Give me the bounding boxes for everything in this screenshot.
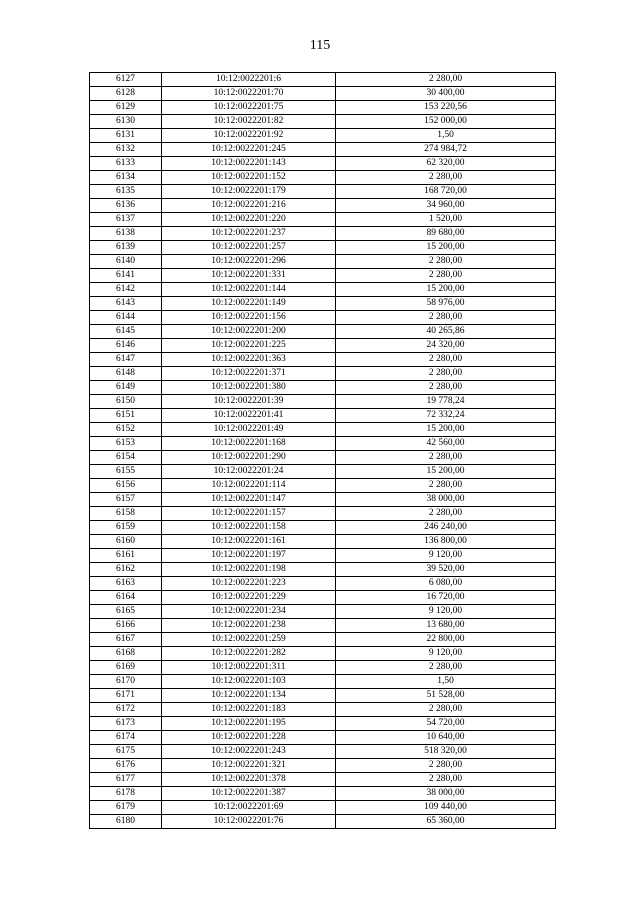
amount-cell: 72 332,24 <box>336 409 556 423</box>
row-number-cell: 6173 <box>90 717 162 731</box>
amount-cell: 54 720,00 <box>336 717 556 731</box>
amount-cell: 109 440,00 <box>336 801 556 815</box>
table-row <box>90 143 556 157</box>
table-row <box>90 773 556 787</box>
amount-cell: 2 280,00 <box>336 451 556 465</box>
amount-cell: 274 984,72 <box>336 143 556 157</box>
cadastral-number-cell: 10:12:0022201:311 <box>162 661 336 675</box>
amount-cell: 246 240,00 <box>336 521 556 535</box>
table-row <box>90 171 556 185</box>
table-row <box>90 87 556 101</box>
amount-cell: 6 080,00 <box>336 577 556 591</box>
amount-cell: 10 640,00 <box>336 731 556 745</box>
cadastral-number-cell: 10:12:0022201:259 <box>162 633 336 647</box>
row-number-cell: 6178 <box>90 787 162 801</box>
table-row <box>90 73 556 87</box>
cadastral-number-cell: 10:12:0022201:378 <box>162 773 336 787</box>
table-row <box>90 423 556 437</box>
amount-cell: 2 280,00 <box>336 171 556 185</box>
cadastral-number-cell: 10:12:0022201:168 <box>162 437 336 451</box>
row-number-cell: 6131 <box>90 129 162 143</box>
amount-cell: 15 200,00 <box>336 241 556 255</box>
row-number-cell: 6146 <box>90 339 162 353</box>
cadastral-number-cell: 10:12:0022201:198 <box>162 563 336 577</box>
cadastral-number-cell: 10:12:0022201:282 <box>162 647 336 661</box>
row-number-cell: 6179 <box>90 801 162 815</box>
amount-cell: 38 000,00 <box>336 787 556 801</box>
row-number-cell: 6175 <box>90 745 162 759</box>
cadastral-number-cell: 10:12:0022201:69 <box>162 801 336 815</box>
cadastral-number-cell: 10:12:0022201:70 <box>162 87 336 101</box>
row-number-cell: 6161 <box>90 549 162 563</box>
table-row <box>90 115 556 129</box>
table-row <box>90 689 556 703</box>
table-row <box>90 283 556 297</box>
table-row <box>90 801 556 815</box>
amount-cell: 1,50 <box>336 675 556 689</box>
amount-cell: 2 280,00 <box>336 773 556 787</box>
table-row <box>90 563 556 577</box>
row-number-cell: 6172 <box>90 703 162 717</box>
row-number-cell: 6177 <box>90 773 162 787</box>
row-number-cell: 6139 <box>90 241 162 255</box>
table-row <box>90 311 556 325</box>
amount-cell: 19 778,24 <box>336 395 556 409</box>
row-number-cell: 6143 <box>90 297 162 311</box>
row-number-cell: 6163 <box>90 577 162 591</box>
cadastral-number-cell: 10:12:0022201:149 <box>162 297 336 311</box>
cadastral-number-cell: 10:12:0022201:195 <box>162 717 336 731</box>
cadastral-number-cell: 10:12:0022201:363 <box>162 353 336 367</box>
cadastral-number-cell: 10:12:0022201:161 <box>162 535 336 549</box>
amount-cell: 2 280,00 <box>336 269 556 283</box>
amount-cell: 2 280,00 <box>336 703 556 717</box>
amount-cell: 34 960,00 <box>336 199 556 213</box>
cadastral-number-cell: 10:12:0022201:147 <box>162 493 336 507</box>
amount-cell: 2 280,00 <box>336 479 556 493</box>
cadastral-number-cell: 10:12:0022201:234 <box>162 605 336 619</box>
cadastral-number-cell: 10:12:0022201:49 <box>162 423 336 437</box>
cadastral-number-cell: 10:12:0022201:158 <box>162 521 336 535</box>
amount-cell: 2 280,00 <box>336 367 556 381</box>
cadastral-number-cell: 10:12:0022201:290 <box>162 451 336 465</box>
table-row <box>90 703 556 717</box>
cadastral-number-cell: 10:12:0022201:380 <box>162 381 336 395</box>
table-row <box>90 591 556 605</box>
amount-cell: 13 680,00 <box>336 619 556 633</box>
cadastral-number-cell: 10:12:0022201:76 <box>162 815 336 829</box>
table-row <box>90 787 556 801</box>
cadastral-number-cell: 10:12:0022201:296 <box>162 255 336 269</box>
amount-cell: 38 000,00 <box>336 493 556 507</box>
amount-cell: 2 280,00 <box>336 73 556 87</box>
table-row <box>90 745 556 759</box>
table-row <box>90 353 556 367</box>
table-row <box>90 605 556 619</box>
row-number-cell: 6136 <box>90 199 162 213</box>
row-number-cell: 6153 <box>90 437 162 451</box>
cadastral-number-cell: 10:12:0022201:220 <box>162 213 336 227</box>
cadastral-number-cell: 10:12:0022201:134 <box>162 689 336 703</box>
cadastral-number-cell: 10:12:0022201:179 <box>162 185 336 199</box>
table-row <box>90 101 556 115</box>
row-number-cell: 6166 <box>90 619 162 633</box>
row-number-cell: 6159 <box>90 521 162 535</box>
cadastral-number-cell: 10:12:0022201:238 <box>162 619 336 633</box>
row-number-cell: 6164 <box>90 591 162 605</box>
cadastral-number-cell: 10:12:0022201:216 <box>162 199 336 213</box>
amount-cell: 518 320,00 <box>336 745 556 759</box>
amount-cell: 58 976,00 <box>336 297 556 311</box>
amount-cell: 153 220,56 <box>336 101 556 115</box>
row-number-cell: 6147 <box>90 353 162 367</box>
table-row <box>90 815 556 829</box>
row-number-cell: 6133 <box>90 157 162 171</box>
amount-cell: 2 280,00 <box>336 311 556 325</box>
amount-cell: 168 720,00 <box>336 185 556 199</box>
amount-cell: 136 800,00 <box>336 535 556 549</box>
row-number-cell: 6152 <box>90 423 162 437</box>
table-row <box>90 297 556 311</box>
amount-cell: 62 320,00 <box>336 157 556 171</box>
cadastral-number-cell: 10:12:0022201:257 <box>162 241 336 255</box>
table-row <box>90 619 556 633</box>
table-row <box>90 479 556 493</box>
amount-cell: 51 528,00 <box>336 689 556 703</box>
table-row <box>90 367 556 381</box>
cadastral-number-cell: 10:12:0022201:39 <box>162 395 336 409</box>
amount-cell: 1,50 <box>336 129 556 143</box>
cadastral-number-cell: 10:12:0022201:41 <box>162 409 336 423</box>
amount-cell: 65 360,00 <box>336 815 556 829</box>
cadastral-number-cell: 10:12:0022201:197 <box>162 549 336 563</box>
cadastral-number-cell: 10:12:0022201:157 <box>162 507 336 521</box>
row-number-cell: 6135 <box>90 185 162 199</box>
amount-cell: 2 280,00 <box>336 353 556 367</box>
table-row <box>90 227 556 241</box>
cadastral-number-cell: 10:12:0022201:371 <box>162 367 336 381</box>
table-row <box>90 437 556 451</box>
table-row <box>90 535 556 549</box>
table-row <box>90 647 556 661</box>
table-row <box>90 731 556 745</box>
row-number-cell: 6168 <box>90 647 162 661</box>
table-row <box>90 661 556 675</box>
amount-cell: 2 280,00 <box>336 759 556 773</box>
row-number-cell: 6149 <box>90 381 162 395</box>
row-number-cell: 6171 <box>90 689 162 703</box>
row-number-cell: 6142 <box>90 283 162 297</box>
row-number-cell: 6130 <box>90 115 162 129</box>
table-row <box>90 269 556 283</box>
row-number-cell: 6180 <box>90 815 162 829</box>
amount-cell: 24 320,00 <box>336 339 556 353</box>
row-number-cell: 6174 <box>90 731 162 745</box>
row-number-cell: 6150 <box>90 395 162 409</box>
row-number-cell: 6156 <box>90 479 162 493</box>
row-number-cell: 6165 <box>90 605 162 619</box>
row-number-cell: 6176 <box>90 759 162 773</box>
amount-cell: 16 720,00 <box>336 591 556 605</box>
amount-cell: 9 120,00 <box>336 647 556 661</box>
row-number-cell: 6160 <box>90 535 162 549</box>
table-body <box>90 73 556 829</box>
cadastral-number-cell: 10:12:0022201:6 <box>162 73 336 87</box>
amount-cell: 1 520,00 <box>336 213 556 227</box>
amount-cell: 2 280,00 <box>336 661 556 675</box>
cadastral-number-cell: 10:12:0022201:156 <box>162 311 336 325</box>
amount-cell: 40 265,86 <box>336 325 556 339</box>
cadastral-number-cell: 10:12:0022201:321 <box>162 759 336 773</box>
row-number-cell: 6155 <box>90 465 162 479</box>
amount-cell: 89 680,00 <box>336 227 556 241</box>
row-number-cell: 6129 <box>90 101 162 115</box>
amount-cell: 39 520,00 <box>336 563 556 577</box>
row-number-cell: 6151 <box>90 409 162 423</box>
row-number-cell: 6157 <box>90 493 162 507</box>
cadastral-number-cell: 10:12:0022201:143 <box>162 157 336 171</box>
table-row <box>90 577 556 591</box>
cadastral-number-cell: 10:12:0022201:237 <box>162 227 336 241</box>
cadastral-number-cell: 10:12:0022201:103 <box>162 675 336 689</box>
amount-cell: 2 280,00 <box>336 507 556 521</box>
table-row <box>90 395 556 409</box>
table-row <box>90 129 556 143</box>
table-row <box>90 451 556 465</box>
amount-cell: 15 200,00 <box>336 465 556 479</box>
amount-cell: 42 560,00 <box>336 437 556 451</box>
cadastral-number-cell: 10:12:0022201:387 <box>162 787 336 801</box>
table-row <box>90 465 556 479</box>
row-number-cell: 6138 <box>90 227 162 241</box>
amount-cell: 9 120,00 <box>336 549 556 563</box>
row-number-cell: 6137 <box>90 213 162 227</box>
table-row <box>90 381 556 395</box>
cadastral-number-cell: 10:12:0022201:24 <box>162 465 336 479</box>
cadastral-number-cell: 10:12:0022201:223 <box>162 577 336 591</box>
cadastral-number-cell: 10:12:0022201:229 <box>162 591 336 605</box>
table-row <box>90 759 556 773</box>
row-number-cell: 6140 <box>90 255 162 269</box>
row-number-cell: 6154 <box>90 451 162 465</box>
cadastral-number-cell: 10:12:0022201:225 <box>162 339 336 353</box>
row-number-cell: 6167 <box>90 633 162 647</box>
amount-cell: 9 120,00 <box>336 605 556 619</box>
row-number-cell: 6134 <box>90 171 162 185</box>
table-row <box>90 521 556 535</box>
row-number-cell: 6170 <box>90 675 162 689</box>
table-row <box>90 409 556 423</box>
cadastral-number-cell: 10:12:0022201:152 <box>162 171 336 185</box>
amount-cell: 15 200,00 <box>336 283 556 297</box>
amount-cell: 15 200,00 <box>336 423 556 437</box>
table-row <box>90 717 556 731</box>
row-number-cell: 6128 <box>90 87 162 101</box>
table-row <box>90 325 556 339</box>
cadastral-number-cell: 10:12:0022201:183 <box>162 703 336 717</box>
cadastral-number-cell: 10:12:0022201:200 <box>162 325 336 339</box>
table-row <box>90 633 556 647</box>
row-number-cell: 6144 <box>90 311 162 325</box>
row-number-cell: 6148 <box>90 367 162 381</box>
row-number-cell: 6162 <box>90 563 162 577</box>
cadastral-number-cell: 10:12:0022201:82 <box>162 115 336 129</box>
table-row <box>90 507 556 521</box>
table-row <box>90 157 556 171</box>
data-table <box>89 72 556 829</box>
cadastral-number-cell: 10:12:0022201:245 <box>162 143 336 157</box>
cadastral-number-cell: 10:12:0022201:228 <box>162 731 336 745</box>
amount-cell: 30 400,00 <box>336 87 556 101</box>
row-number-cell: 6169 <box>90 661 162 675</box>
amount-cell: 2 280,00 <box>336 381 556 395</box>
row-number-cell: 6158 <box>90 507 162 521</box>
cadastral-number-cell: 10:12:0022201:75 <box>162 101 336 115</box>
cadastral-number-cell: 10:12:0022201:92 <box>162 129 336 143</box>
table-row <box>90 241 556 255</box>
amount-cell: 152 000,00 <box>336 115 556 129</box>
row-number-cell: 6132 <box>90 143 162 157</box>
amount-cell: 2 280,00 <box>336 255 556 269</box>
row-number-cell: 6145 <box>90 325 162 339</box>
table-row <box>90 255 556 269</box>
cadastral-number-cell: 10:12:0022201:243 <box>162 745 336 759</box>
cadastral-number-cell: 10:12:0022201:331 <box>162 269 336 283</box>
page-number: 115 <box>309 38 331 53</box>
cadastral-number-cell: 10:12:0022201:144 <box>162 283 336 297</box>
row-number-cell: 6141 <box>90 269 162 283</box>
table-row <box>90 339 556 353</box>
table-row <box>90 185 556 199</box>
amount-cell: 22 800,00 <box>336 633 556 647</box>
table-row <box>90 199 556 213</box>
row-number-cell: 6127 <box>90 73 162 87</box>
table-row <box>90 213 556 227</box>
table-row <box>90 549 556 563</box>
table-row <box>90 675 556 689</box>
table-row <box>90 493 556 507</box>
cadastral-number-cell: 10:12:0022201:114 <box>162 479 336 493</box>
